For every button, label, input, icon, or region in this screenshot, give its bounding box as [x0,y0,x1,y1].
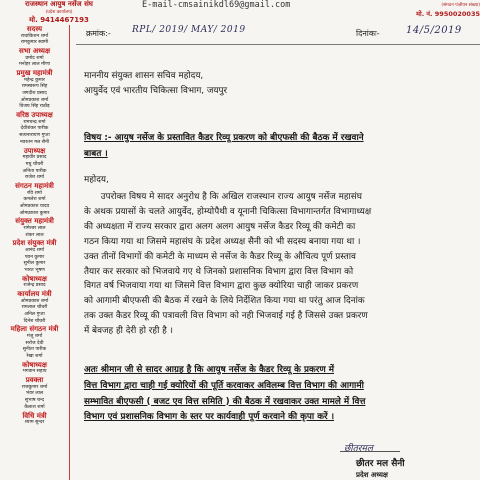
reference-number: RPL/ 2019/ MAY/ 2019 [132,25,246,35]
sidebar-member-name: भंवर लाल [25,391,44,397]
letterhead-right [408,0,480,18]
sidebar-role: कोषाध्यक्ष [22,274,47,283]
sidebar-member-name: श्याम सुन्दर [24,420,45,426]
signatory-title: प्रदेश अध्यक्ष [356,471,388,479]
sidebar-role: कोषाध्यक्ष [22,360,47,369]
sidebar-member-name: आनंद शर्मा [24,247,44,253]
subject-line-1: विषय :- आयुष नर्सेज के प्रस्तावित कैडर रिव्यू प्रकरण को बीएफसी की बैठक में रखवाने [84,133,364,143]
body-line: विगत वर्ष भिजवाया गया था जिसमे वित्त विभाग द्वारा कुछ क्योरिया चाही जाकर प्रकरण [84,281,359,292]
sidebar-member-name: कैलाश शर्मा [24,404,45,410]
salutation: महोदय, [84,175,109,185]
letterhead-left [14,0,104,25]
sidebar-member-name: सुभाष चन्द [24,398,45,404]
sidebar-member-name: रामेश्वर लाल [23,225,46,231]
sidebar-role: प्रमुख महामंत्री [16,69,53,77]
office-bearers-sidebar [0,25,70,480]
request-line: वित्त विभाग द्वारा चाही गई क्योरियों की पूर्ति करवाकर अविलम्ब वित्त विभाग की आगामी [84,380,364,391]
left-phone: मो. 9414467193 [29,16,89,24]
sidebar-role: महिला संगठन मंत्री [10,325,59,334]
sidebar-role: सभा अध्यक्ष [19,47,50,55]
email-address: E-mail-cmsainikdl69@gmail.com [142,0,291,10]
sidebar-member-name: सरोज देवी [25,340,44,346]
sidebar-member-name: प्रमोद शर्मा [25,55,44,61]
sidebar-member-name: राजेन्द्र प्रसाद [23,283,46,289]
sidebar-member-name: अनिता पारीक [22,168,47,174]
request-line: विभाग एवं प्रशासनिक विभाग के स्तर पर कार्यवाही पूर्ण करवाने की कृपा करें । [84,412,335,423]
body-line: उक्त तीनों विभागों की कमेटी के माध्यम से नर्सेज के कैडर रिव्यू के औचित्य पूर्ण प्रस्ताव [84,251,356,262]
sidebar-member-name: सुनीता पारीक [22,347,47,353]
sidebar-role: प्रदेश संयुक्त मंत्री [12,239,57,248]
sidebar-member-name: ओमप्रकाश यादव [19,203,50,209]
sidebar-member-name: राजकुमार शर्मा [21,384,48,390]
left-note: (प्रदेश कार्यालय) [45,10,73,15]
body-line: की अध्यक्षता में राज्य सरकार द्वारा अलग अलग आयुष नर्सेज कैडर रिव्यू की कमेटी का [84,221,356,232]
sidebar-role: उपाध्यक्ष [23,146,46,155]
date-label: दिनांकः- [356,29,380,38]
sidebar-member-name: राजेश शर्मा [25,175,44,181]
sidebar-member-name: रामलाल चौधरी [21,305,48,311]
sidebar-member-name: रवि शर्मा [27,190,42,196]
sidebar-member-name: कमलेश शर्मा [23,197,46,203]
recipient-line-1: माननीय संयुक्त शासन सचिव महोदय, [84,71,204,81]
body-paragraph [84,190,371,339]
sidebar-role: कार्यालय मंत्री [17,290,52,299]
reference-label: क्रमांक:- [86,29,111,38]
sidebar-member-name: देवीशंकर पारीक [20,126,49,132]
signatory-name: छीतर मल सैनी [356,459,405,469]
body-line: उपरोक्त विषय मे सादर अनुरोध है कि अखिल राजस्थान राज्य आयुष नर्सेज महासंघ [84,192,362,202]
subject-line-2: बाबत । [84,149,108,159]
sidebar-role: संगठन महामंत्री [15,181,54,190]
sidebar-member-name: महेन्द्र कुमार [24,77,45,83]
sidebar-role: प्रवक्ता [25,376,44,385]
body-line: को आगामी बीएफसी की बैठक में रखने के लिये निर्देशित किया गया था परंतु आज दिनांक [84,296,365,307]
sidebar-role: संयुक्त महामंत्री [15,217,54,226]
sidebar-member-name: भारत भूषण [24,268,45,274]
request-paragraph [84,363,365,426]
sidebar-member-name: रामकुमार स्वामी [20,40,49,46]
sidebar-member-name: जगदीश प्रसाद [22,91,47,96]
right-phone: मो. नं. 9950020035 [416,10,480,18]
body-line: तक उक्त कैडर रिव्यू की पत्रावली वित्त विभाग को नही भिजवाई गई है जिससे उक्त प्रकरण [84,311,368,322]
sidebar-role: विधि मंत्री [22,411,47,420]
sidebar-member-name: भगवान सहाय [22,369,47,375]
sidebar-member-name: सत्यनारायण गुप्ता [19,133,50,139]
sidebar-member-name: ओमप्रकाश कुमार [19,210,50,216]
sidebar-member-name: राधाकिशन शर्मा [20,33,49,39]
letter-date: 14/5/2019 [406,25,462,36]
sidebar-member-name: रामस्वरूप सिंह [21,84,48,90]
signature-line [340,451,400,452]
sidebar-role: वरिष्ठ उपाध्यक्ष [16,111,53,120]
sidebar-member-name: शंकर लाल [25,232,44,238]
sidebar-member-name: अनिल गुप्ता [24,312,45,318]
sidebar-member-name: सुनील कुमार [23,261,46,267]
subject [84,130,364,162]
body-line: के अथक प्रयासों के चलते आयुर्वेद, होम्योपैथी व यूनानी चिकित्सा विभागान्तर्गत विभागाध्यक्ष [84,206,372,217]
sidebar-member-name: मधु चौधरी [25,161,44,167]
recipient-line-2: आयुर्वेद एवं भारतीय चिकित्सा विभाग, जयपुर [84,86,228,96]
sidebar-member-name: मंजू शर्मा [26,334,43,340]
sidebar-member-name: नवरतन मल सैनी [19,139,49,145]
request-line: सम्भावित बीएफसी ( बजट एव वित्त समिति ) की बैठक में रखवाकर उक्त मामले में वित्त [84,396,366,407]
sidebar-member-name: विजय सिंह राठौड़ [19,104,50,110]
org-name: राजस्थान आयुष नर्सेज संघ [25,0,93,8]
right-note: (संगठन पंजीयन संख्या) [441,3,480,8]
body-line: तैयार कर सरकार को भिजवाये गए थे जिनको प्रशासनिक विभाग द्वारा वित्त विभाग को [84,266,354,277]
sidebar-member-name: रेखा शर्मा [26,354,43,360]
sidebar-member-name: पवन कुमार [24,254,45,260]
sidebar-member-name: दिनेश चौधरी [23,318,46,324]
reference-row [76,24,480,45]
signature-mark: छीतरमल [344,444,373,454]
body-line: गठन किया गया था जिसमे महासंघ के प्रदेश अध्यक्ष सैनी को भी सदस्य बनाया गया था । [84,236,361,247]
sidebar-member-name: ओमप्रकाश शर्मा [20,298,49,304]
body-line: में बेवजह ही देरी हो रही है । [84,326,173,337]
sidebar-member-name: रामचन्द्र शर्मा [23,119,46,125]
request-line: अतः श्रीमान जी से सादर आग्रह है कि आयुष नर्सेज के कैडर रिव्यू के प्रकरण में [84,365,335,375]
sidebar-role: सदस्य [26,25,43,33]
sidebar-member-name: मनोहर लाल मीणा [19,62,50,68]
sidebar-member-name: ओमप्रकाश शर्मा [20,97,49,103]
sidebar-member-name: महावीर प्रसाद [22,155,47,161]
